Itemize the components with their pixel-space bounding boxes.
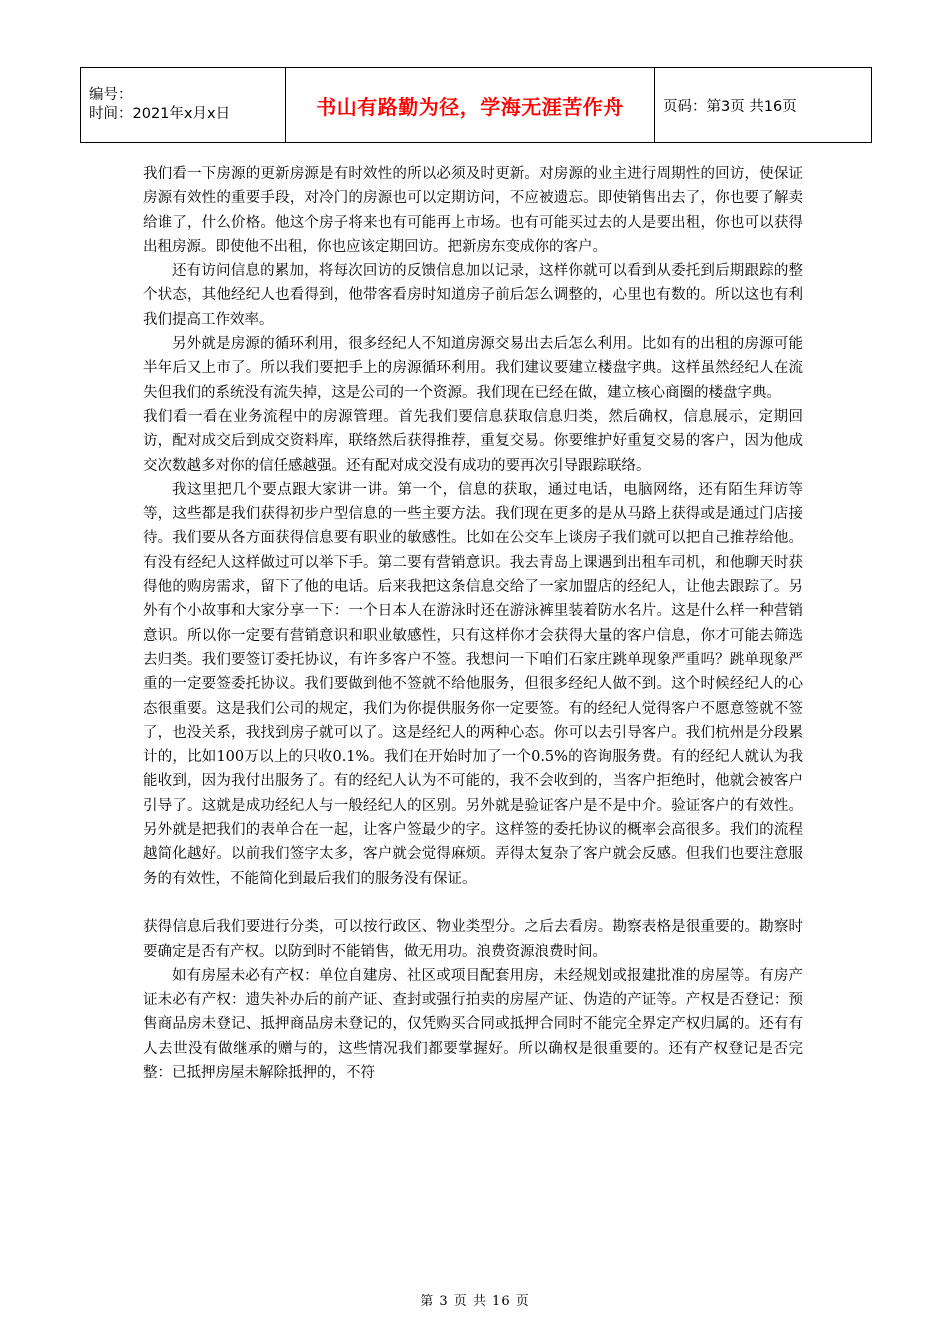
header-meta: [81, 68, 286, 143]
body-paragraph: 另外就是房源的循环利用，很多经纪人不知道房源交易出去后怎么利用。比如有的出租的房源可能半年后又上市了。所以我们要把手上的房源循环利用。我们建议要建立楼盘字典。这样虽然经纪人在流失但我们的系统没有流失掉，这是公司的一个资源。我们现在已经在做，建立核心商圈的楼盘字典。: [143, 336, 803, 401]
document-number-label: 编号：: [89, 87, 133, 103]
body-paragraph: 获得信息后我们要进行分类，可以按行政区、物业类型分。之后去看房。勘察表格是很重要的。勘察时要确定是否有产权。以防到时不能销售，做无用功。浪费资源浪费时间。: [143, 919, 803, 960]
header-page-number: 页码：第3页 共16页: [655, 68, 872, 143]
body-paragraph: 我们看一下房源的更新房源是有时效性的所以必须及时更新。对房源的业主进行周期性的回访，使保证房源有效性的重要手段，对冷门的房源也可以定期访问，不应被遗忘。即使销售出去了，你也要了解卖给谁了，什么价格。他这个房子将来也有可能再上市场。也有可能买过去的人是要出租，你也可以获得出租房源。即使他不出租，你也应该定期回访。把新房东变成你的客户。: [143, 166, 803, 255]
body-paragraph: 我这里把几个要点跟大家讲一讲。第一个，信息的获取，通过电话，电脑网络，还有陌生拜访等等，这些都是我们获得初步户型信息的一些主要方法。我们现在更多的是从马路上获得或是通过门店接待。我们要从各方面获得信息要有职业的敏感性。比如在公交车上谈房子我们就可以把自己推荐给他。有没有经纪人这样做过可以举下手。第二要有营销意识。我去青岛上课遇到出租车司机，和他聊天时获得他的购房需求，留下了他的电话。后来我把这条信息交给了一家加盟店的经纪人，让他去跟踪了。另外有个小故事和大家分享一下：一个日本人在游泳时还在游泳裤里装着防水名片。这是什么样一种营销意识。所以你一定要有营销意识和职业敏感性，只有这样你才会获得大量的客户信息，你才可能去筛选去归类。我们要签订委托协议，有许多客户不签。我想问一下咱们石家庄跳单现象严重吗？跳单现象严重的一定要签委托协议。我们要做到他不签就不给他服务，但很多经纪人做不到。这个时候经纪人的心态很重要。这是我们公司的规定，我们为你提供服务你一定要签。有的经纪人觉得客户不愿意签就不签了，也没关系，我找到房子就可以了。这是经纪人的两种心态。你可以去引导客户。我们杭州是分段累计的，比如100万以上的只收0.1%。我们在开始时加了一个0.5%的咨询服务费。有的经纪人就认为我能收到，因为我付出服务了。有的经纪人认为不可能的，我不会收到的，当客户拒绝时，他就会被客户引导了。这就是成功经纪人与一般经纪人的区别。另外就是验证客户是不是中介。验证客户的有效性。另外就是把我们的表单合在一起，让客户签最少的字。这样签的委托协议的概率会高很多。我们的流程越简化越好。以前我们签字太多，客户就会觉得麻烦。弄得太复杂了客户就会反感。但我们也要注意服务的有效性，不能简化到最后我们的服务没有保证。: [143, 481, 803, 887]
header-motto: 书山有路勤为径，学海无涯苦作舟: [286, 68, 655, 143]
document-header: [80, 67, 872, 143]
document-time-label: 时间：2021年x月x日: [89, 106, 231, 122]
page-footer: 第 3 页 共 16 页: [420, 1294, 530, 1309]
body-paragraph: 还有访问信息的累加，将每次回访的反馈信息加以记录，这样你就可以看到从委托到后期跟踪的整个状态，其他经纪人也看得到，他带客看房时知道房子前后怎么调整的，心里也有数的。所以这也有利我们提高工作效率。: [143, 263, 803, 328]
body-paragraph: 如有房屋未必有产权：单位自建房、社区或项目配套用房，未经规划或报建批准的房屋等。有房产证未必有产权：遗失补办后的前产证、查封或强行拍卖的房屋产证、伪造的产证等。产权是否登记：预售商品房未登记、抵押商品房未登记的，仅凭购买合同或抵押合同时不能完全界定产权归属的。还有有人去世没有做继承的赠与的，这些情况我们都要掌握好。所以确权是很重要的。还有产权登记是否完整：已抵押房屋未解除抵押的，不符: [143, 967, 803, 1081]
body-paragraph: 我们看一看在业务流程中的房源管理。首先我们要信息获取信息归类，然后确权，信息展示，定期回访，配对成交后到成交资料库，联络然后获得推荐，重复交易。你要维护好重复交易的客户，因为他成交次数越多对你的信任感越强。还有配对成交没有成功的要再次引导跟踪联络。: [143, 408, 803, 474]
document-body: [143, 162, 803, 1085]
